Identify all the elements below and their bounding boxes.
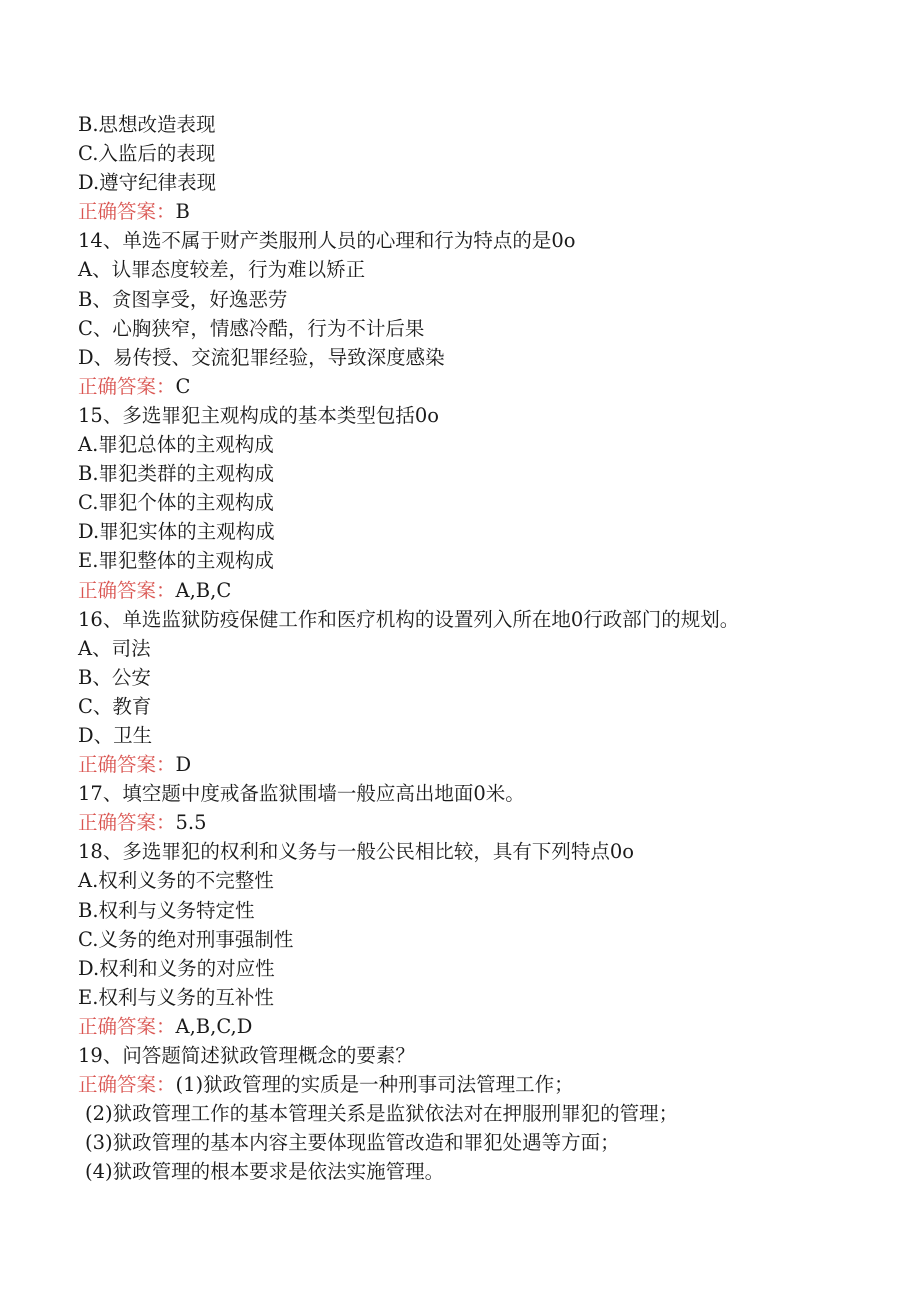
option-q15-b: B.罪犯类群的主观构成 [78, 462, 275, 486]
answer-q19-line-4: (4)狱政管理的根本要求是依法实施管理。 [85, 1160, 445, 1184]
question-15: 15、多选罪犯主观构成的基本类型包括0o [78, 403, 439, 427]
answer-q16 [78, 750, 878, 779]
answer-value: A,B,C,D [175, 1014, 253, 1038]
question-17: 17、填空题中度戒备监狱围墙一般应高出地面0米。 [78, 782, 525, 806]
answer-q19-line-2: (2)狱政管理工作的基本管理关系是监狱依法对在押服刑罪犯的管理； [85, 1102, 679, 1126]
answer-label: 正确答案： [78, 753, 176, 777]
option-q16-a: A、司法 [78, 636, 151, 660]
question-16: 16、单选监狱防疫保健工作和医疗机构的设置列入所在地0行政部门的规划。 [78, 607, 740, 631]
answer-label: 正确答案： [78, 811, 176, 835]
answer-q15 [78, 576, 878, 605]
question-14: 14、单选不属于财产类服刑人员的心理和行为特点的是0o [78, 229, 576, 253]
answer-q19-line-3: (3)狱政管理的基本内容主要体现监管改造和罪犯处遇等方面； [85, 1131, 620, 1155]
option-q18-d: D.权利和义务的对应性 [78, 956, 275, 980]
option-q16-b: B、公安 [78, 665, 151, 689]
question-18: 18、多选罪犯的权利和义务与一般公民相比较，具有下列特点0o [78, 840, 634, 864]
option-q14-b: B、贪图享受，好逸恶劳 [78, 287, 288, 311]
option-q16-d: D、卫生 [78, 723, 153, 747]
option-q15-a: A.罪犯总体的主观构成 [78, 433, 274, 457]
option-q15-c: C.罪犯个体的主观构成 [78, 491, 274, 515]
option-q18-b: B.权利与义务特定性 [78, 898, 255, 922]
answer-label: 正确答案： [78, 578, 176, 602]
answer-value: 5.5 [175, 811, 207, 835]
option-q18-c: C.义务的绝对刑事强制性 [78, 927, 294, 951]
answer-value: B [175, 200, 190, 224]
option-q13-c: C.入监后的表现 [78, 142, 216, 166]
answer-label: 正确答案： [78, 1073, 176, 1097]
answer-label: 正确答案： [78, 374, 176, 398]
option-q18-e: E.权利与义务的互补性 [78, 985, 274, 1009]
answer-value: C [175, 374, 191, 398]
option-q18-a: A.权利义务的不完整性 [78, 869, 274, 893]
option-q15-d: D.罪犯实体的主观构成 [78, 520, 275, 544]
answer-q19 [78, 1070, 878, 1099]
document-page [78, 110, 878, 1186]
answer-q14 [78, 372, 878, 401]
answer-q17 [78, 808, 878, 837]
option-q15-e: E.罪犯整体的主观构成 [78, 549, 274, 573]
option-q14-a: A、认罪态度较差，行为难以矫正 [78, 258, 366, 282]
question-19: 19、问答题简述狱政管理概念的要素？ [78, 1044, 415, 1067]
option-q14-c: C、心胸狭窄，情感冷酷，行为不计后果 [78, 316, 425, 340]
answer-value: A,B,C [175, 578, 232, 602]
answer-q13 [78, 197, 878, 226]
option-q16-c: C、教育 [78, 694, 152, 718]
option-q13-d: D.遵守纪律表现 [78, 171, 217, 195]
answer-value: D [175, 753, 192, 777]
answer-label: 正确答案： [78, 1014, 176, 1038]
answer-value: (1)狱政管理的实质是一种刑事司法管理工作； [175, 1073, 574, 1097]
answer-label: 正确答案： [78, 200, 176, 224]
answer-q18 [78, 1012, 878, 1041]
option-q14-d: D、易传授、交流犯罪经验，导致深度感染 [78, 345, 445, 369]
option-q13-b: B.思想改造表现 [78, 113, 216, 136]
